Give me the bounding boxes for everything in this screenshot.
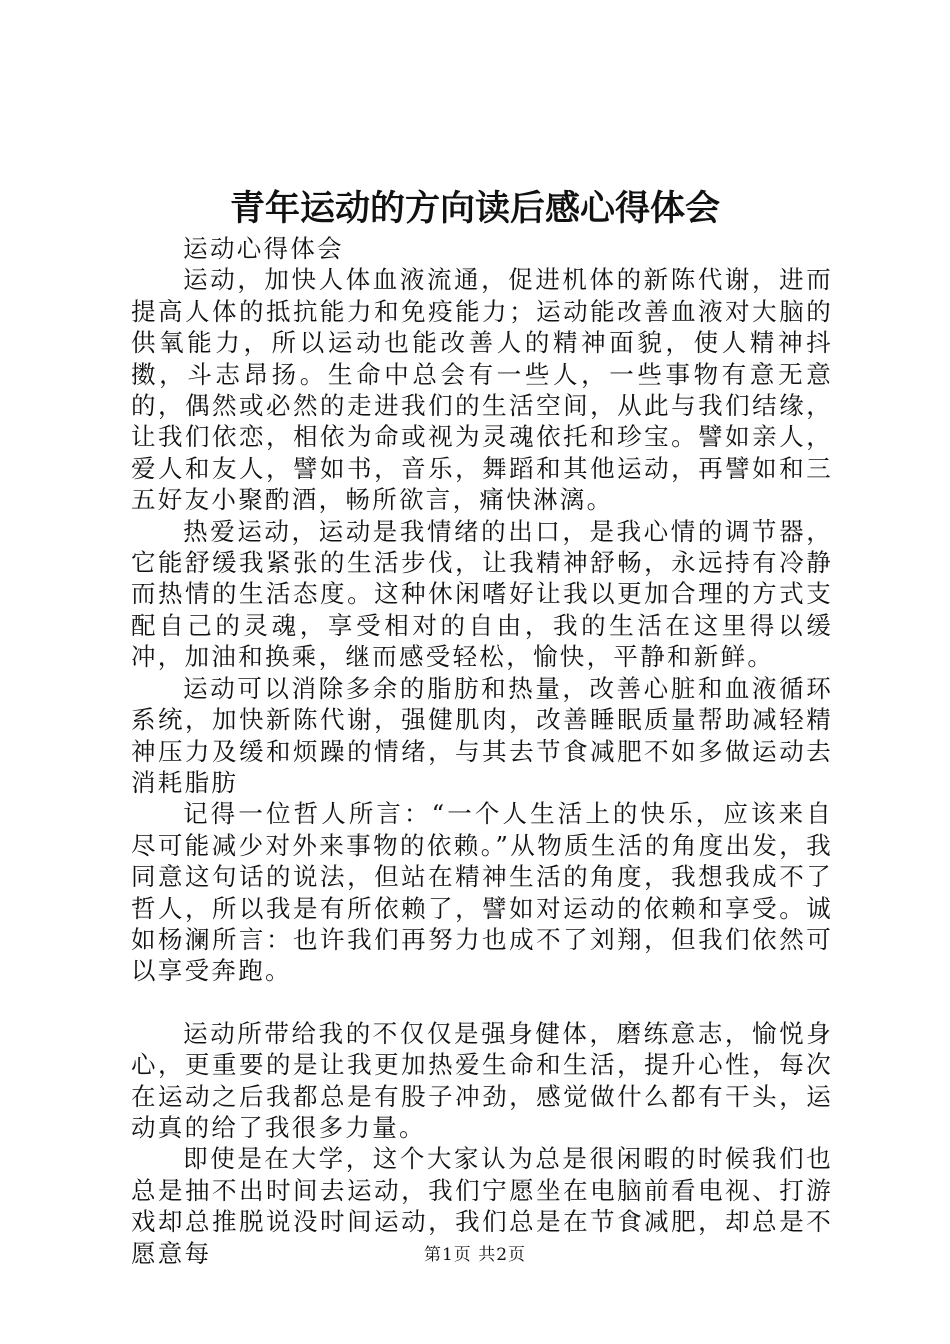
paragraph: 记得一位哲人所言：“一个人生活上的快乐，应该来自尽可能减少对外来事物的依赖。”从物质生活的角度出发，我同意这句话的说法，但站在精神生活的角度，我想我成不了哲人，所以我是有所依赖了，譬如对运动的依赖和享受。诚如杨澜所言：也许我们再努力也成不了刘翔，但我们依然可以享受奔跑。	[131, 799, 833, 986]
paragraph: 即使是在大学，这个大家认为总是很闲暇的时候我们也总是抽不出时间去运动，我们宁愿坐在电脑前看电视、打游戏却总推脱说没时间运动，我们总是在节食减肥，却总是不愿意每	[131, 1144, 833, 1268]
subheading: 运动心得体会	[183, 234, 344, 263]
paragraph: 运动所带给我的不仅仅是强身健体，磨练意志，愉悦身心，更重要的是让我更加热爱生命和生活，提升心性，每次在运动之后我都总是有股子冲劲，感觉做什么都有干头，运动真的给了我很多力量。	[131, 1018, 833, 1142]
page-footer	[0, 1243, 950, 1267]
document-body	[131, 233, 833, 1269]
paragraph: 热爱运动，运动是我情绪的出口，是我心情的调节器，它能舒缓我紧张的生活步伐，让我精神舒畅，永远持有冷静而热情的生活态度。这种休闲嗜好让我以更加合理的方式支配自己的灵魂，享受相对的自由，我的生活在这里得以缓冲，加油和换乘，继而感受轻松，愉快，平静和新鲜。	[131, 516, 833, 672]
paragraph-spacer	[131, 987, 833, 1018]
paragraph: 运动可以消除多余的脂肪和热量，改善心脏和血液循环系统，加快新陈代谢，强健肌肉，改善睡眠质量帮助减轻精神压力及缓和烦躁的情绪，与其去节食减肥不如多做运动去消耗脂肪	[131, 673, 833, 797]
document-title: 青年运动的方向读后感心得体会	[229, 188, 720, 229]
paragraph: 运动，加快人体血液流通，促进机体的新陈代谢，进而提高人体的抵抗能力和免疫能力；运动能改善血液对大脑的供氧能力，所以运动也能改善人的精神面貌，使人精神抖擞，斗志昂扬。生命中总会有一些人，一些事物有意无意的，偶然或必然的走进我们的生活空间，从此与我们结缘，让我们依恋，相依为命或视为灵魂依托和珍宝。譬如亲人，爱人和友人，譬如书，音乐，舞蹈和其他运动，再譬如和三五好友小聚酌酒，畅所欲言，痛快淋漓。	[131, 265, 833, 515]
page-indicator: 第1页 共2页	[423, 1245, 527, 1265]
